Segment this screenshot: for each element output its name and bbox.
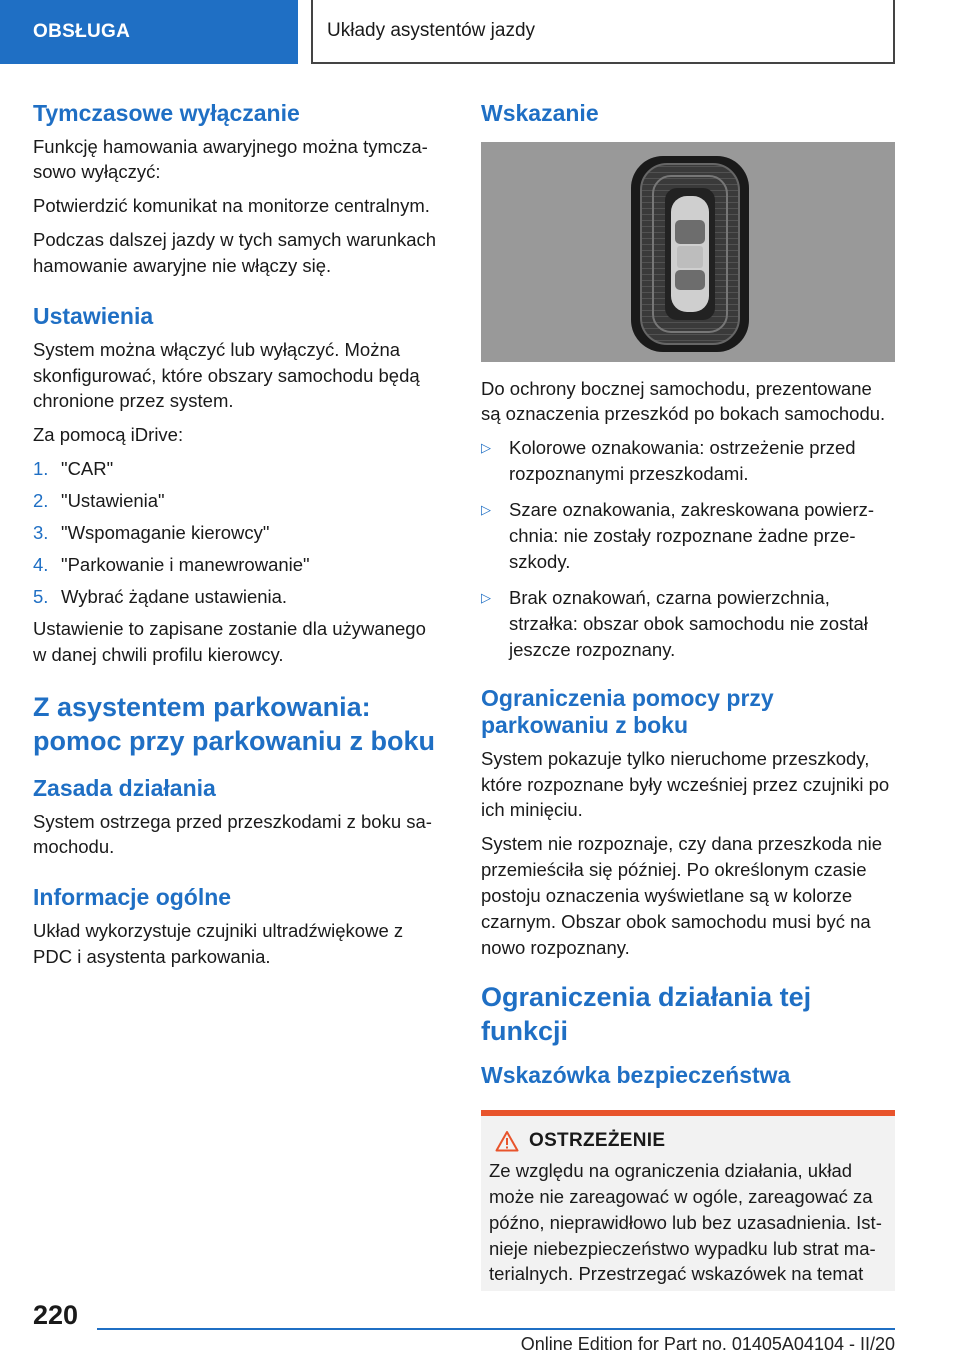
bullet-text: Szare oznakowania, zakreskowana powierz-chnia: nie zostały rozpoznane żadne prze-szkody. <box>509 499 875 572</box>
paragraph: System pokazuje tylko nieruchome przeszkody, które rozpoznane były wcześniej przez czujniki po ich minięciu. <box>481 747 890 821</box>
page-number: 220 <box>33 1300 79 1330</box>
list-item <box>481 497 895 575</box>
car-top-view-icon <box>481 142 895 362</box>
parking-view-illustration <box>481 142 895 362</box>
step-number: 2. <box>33 490 49 512</box>
right-column <box>481 100 895 1291</box>
idrive-steps-list <box>33 456 443 609</box>
heading-display: Wskazanie <box>481 100 599 126</box>
list-item <box>481 435 895 487</box>
list-item <box>481 585 895 663</box>
step-text: "Wspomaganie kierowcy" <box>61 521 270 543</box>
step-number: 1. <box>33 458 49 480</box>
left-column <box>33 100 443 978</box>
warning-header <box>489 1130 887 1152</box>
warning-label: OSTRZEŻENIE <box>529 1129 666 1151</box>
heading-temporary-disable: Tymczasowe wyłączanie <box>33 100 300 126</box>
step-text: "CAR" <box>61 458 114 480</box>
paragraph: Funkcję hamowania awaryjnego można tymcza-sowo wyłączyć: <box>33 135 428 183</box>
step-text: "Parkowanie i manewrowanie" <box>61 553 310 575</box>
paragraph: System ostrzega przed przeszkodami z boku sa-mochodu. <box>33 810 432 858</box>
section-label: OBSŁUGA <box>33 21 131 42</box>
section-tab <box>0 0 298 64</box>
paragraph: Układ wykorzystuje czujniki ultradźwiękowe z PDC i asystenta parkowania. <box>33 919 404 967</box>
bullet-text: Kolorowe oznakowania: ostrzeżenie przed rozpoznanymi przeszkodami. <box>509 437 856 485</box>
warning-triangle-icon <box>495 1130 519 1152</box>
step-text: "Ustawienia" <box>61 490 165 512</box>
footer-divider <box>97 1328 895 1330</box>
paragraph: Do ochrony bocznej samochodu, prezentowane są oznaczenia przeszkód po bokach samochodu. <box>481 377 886 425</box>
heading-limits: Ograniczenia pomocy przy parkowaniu z boku <box>481 684 774 739</box>
paragraph: Ustawienie to zapisane zostanie dla używanego w danej chwili profilu kierowcy. <box>33 617 426 665</box>
paragraph: Potwierdzić komunikat na monitorze centralnym. <box>33 195 430 217</box>
bullet-text: Brak oznakowań, czarna powierzchnia, strzałka: obszar obok samochodu nie został jeszcze rozpoznany. <box>509 586 868 660</box>
heading-safety-note: Wskazówka bezpieczeństwa <box>481 1062 791 1089</box>
warning-box <box>481 1110 895 1291</box>
list-item <box>33 456 443 482</box>
paragraph: Za pomocą iDrive: <box>33 424 184 446</box>
marking-legend-list <box>481 435 895 662</box>
list-item <box>33 520 443 546</box>
warning-text: Ze względu na ograniczenia działania, układ może nie zareagować w ogóle, zareagować za późno, nieprawidłowo lub bez uzasadnienia. Ist-nieje niebezpieczeństwo wypadku lub strat ma-terialnych. Przestrzegać wskazówek na temat <box>489 1159 882 1285</box>
paragraph: System nie rozpoznaje, czy dana przeszkoda nie przemieściła się później. Po określonym czasie postoju oznaczenia wyświetlane są w kolorze czarnym. Obszar obok samochodu musi być na nowo rozpoznany. <box>481 833 883 958</box>
list-item <box>33 488 443 514</box>
heading-settings: Ustawienia <box>33 303 154 330</box>
triangle-right-icon: ▷ <box>481 440 491 456</box>
chapter-header <box>311 0 895 64</box>
triangle-right-icon: ▷ <box>481 502 491 518</box>
step-number: 4. <box>33 553 49 575</box>
heading-general-info: Informacje ogólne <box>33 884 232 911</box>
edition-note: Online Edition for Part no. 01405A04104 - II/20 <box>520 1334 895 1354</box>
paragraph: System można włączyć lub wyłączyć. Można skonfigurować, które obszary samochodu będą chronione przez system. <box>33 338 420 412</box>
heading-function-limits: Ograniczenia działania tej funkcji <box>481 981 812 1046</box>
triangle-right-icon: ▷ <box>481 589 491 605</box>
heading-side-parking-assist: Z asystentem parkowania: pomoc przy parkowaniu z boku <box>33 692 436 757</box>
chapter-title: Układy asystentów jazdy <box>327 20 536 41</box>
step-number: 5. <box>33 585 49 607</box>
list-item <box>33 584 443 610</box>
list-item <box>33 552 443 578</box>
step-text: Wybrać żądane ustawienia. <box>61 585 288 607</box>
paragraph: Podczas dalszej jazdy w tych samych warunkach hamowanie awaryjne nie włączy się. <box>33 229 437 277</box>
heading-principle: Zasada działania <box>33 774 216 801</box>
step-number: 3. <box>33 521 49 543</box>
